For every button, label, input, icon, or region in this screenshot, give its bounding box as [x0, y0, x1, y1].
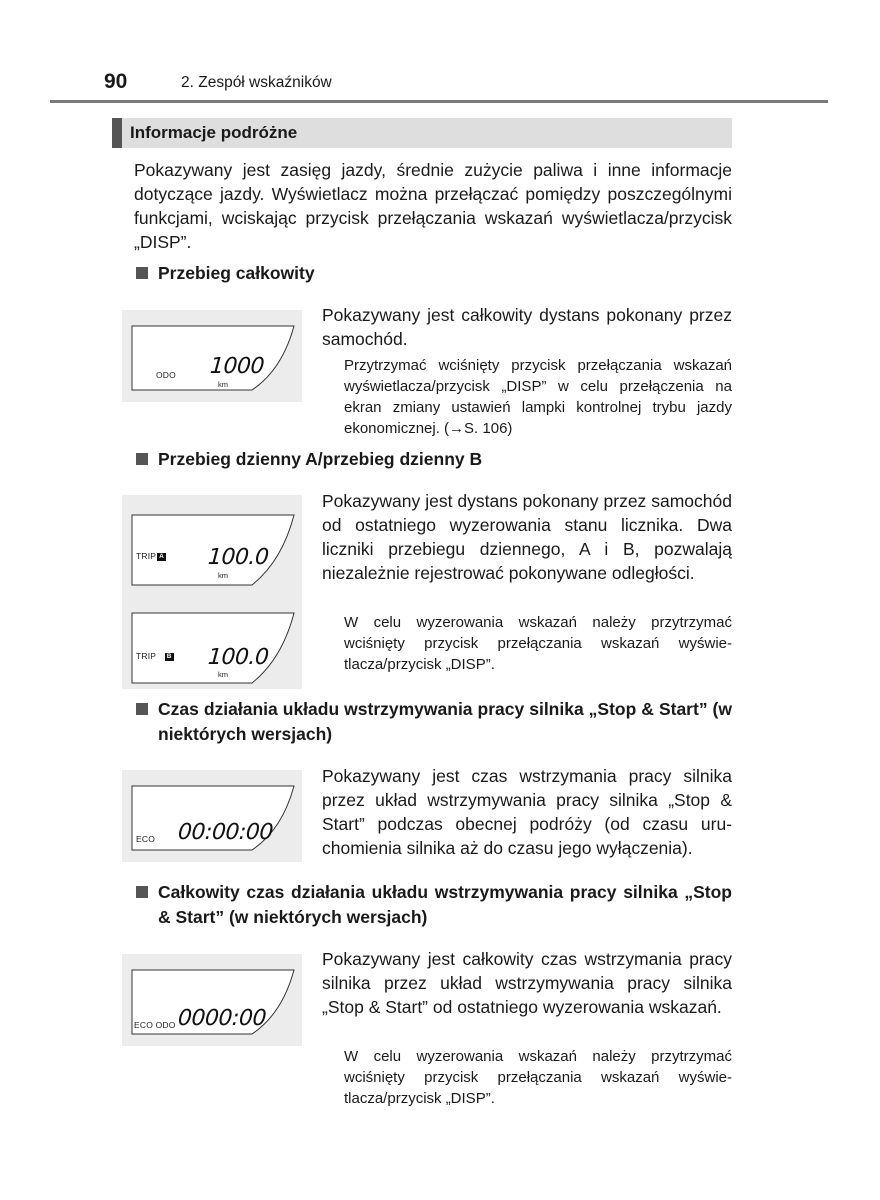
page-number: 90 — [104, 70, 128, 93]
stop-start-total-heading-text: Całkowity czas działania układu wstrzymywania pracy silnika „Stop & Start” (w niektórych wersjach) — [158, 882, 732, 927]
bullet-square-icon — [136, 886, 148, 898]
header-divider — [50, 100, 828, 103]
stop-start-heading-text: Czas działania układu wstrzymywania pracy silnika „Stop & Start” (w niektórych wersjach) — [158, 699, 732, 744]
bullet-square-icon — [136, 453, 148, 465]
section-title-bar — [112, 118, 732, 148]
trip-heading-text: Przebieg dzienny A/przebieg dzienny B — [158, 449, 483, 469]
bullet-square-icon — [136, 267, 148, 279]
display-frame-icon — [122, 770, 302, 862]
stop-start-total-display — [122, 954, 302, 1046]
trip-displays — [122, 495, 302, 689]
stop-start-total-display-label: ECO ODO — [134, 1020, 176, 1030]
trip-text: Pokazywany jest dystans pokonany przez samochód od ostatniego wyzerowania stanu licznika. Dwa liczniki przebiegu dziennego, A i B, pozwalają niezależnie rejestrować pokonywane odległości. — [322, 491, 732, 583]
stop-start-heading — [136, 697, 732, 747]
stop-start-total-display-digits: 0000:00 — [177, 1006, 267, 1031]
trip-b-display-label — [136, 651, 174, 661]
odometer-display-unit: km — [218, 380, 228, 389]
intro-paragraph: Pokazywany jest zasięg jazdy, średnie zużycie paliwa i inne informacje dotyczące jazdy. Wyświetlacz można przełączać pomiędzy poszczególnymi funkcjami, wciskając przycisk przełączania wskazań wyświetlacza/przycisk „DISP”. — [134, 160, 732, 252]
chapter-title: 2. Zespół wskaźników — [181, 74, 332, 91]
trip-a-display-label — [136, 551, 166, 561]
stop-start-total-heading — [136, 880, 732, 930]
stop-start-total-text: Pokazywany jest całkowity czas wstrzymania pracy silnika przez układ wstrzymywania pracy silnika „Stop & Start” od ostatniego wyzerowania wskazań. — [322, 949, 732, 1017]
odometer-text: Pokazywany jest całkowity dystans pokonany przez samochód. — [322, 305, 732, 349]
bullet-square-icon — [136, 703, 148, 715]
trip-b-display-unit: km — [218, 670, 228, 679]
stop-start-display-digits: 00:00:00 — [177, 820, 274, 845]
trip-b-display-digits: 100.0 — [207, 645, 270, 670]
trip-a-badge: A — [159, 553, 165, 560]
trip-a-label-text: TRIP — [136, 551, 157, 561]
odometer-display-digits: 1000 — [209, 354, 265, 379]
odometer-heading — [136, 261, 732, 286]
stop-start-display-label: ECO — [136, 834, 156, 844]
section-title: Informacje podróżne — [130, 123, 298, 142]
trip-a-display-digits: 100.0 — [207, 545, 270, 570]
stop-start-text: Pokazywany jest czas wstrzymania pracy silnika przez układ wstrzymywania pracy silnika „Stop & Start” podczas obecnej podróży (od czasu uruchomienia silnika aż do czasu jego wyłączenia). — [322, 766, 732, 858]
trip-heading — [136, 447, 732, 472]
odometer-note: Przytrzymać wciśnięty przycisk przełączania wskazań wyświetlacza/przycisk „DISP” w celu przełączenia na ekran zmiany ustawień lampki kontrolnej trybu jazdy ekonomicznej. (→S. 106) — [344, 357, 732, 437]
stop-start-total-note: W celu wyzerowania wskazań należy przytrzymać wciśnięty przycisk przełączania wskazań wyświetlacza/przycisk „DISP”. — [344, 1048, 732, 1107]
trip-b-badge: B — [166, 653, 172, 660]
odometer-display — [122, 310, 302, 402]
trip-note: W celu wyzerowania wskazań należy przytrzymać wciśnięty przycisk przełączania wskazań wyświetlacza/przycisk „DISP”. — [344, 614, 732, 673]
trip-b-label-text: TRIP — [136, 651, 157, 661]
trip-a-display-unit: km — [218, 571, 228, 580]
odometer-heading-text: Przebieg całkowity — [158, 263, 315, 283]
section-accent — [112, 118, 122, 148]
stop-start-display — [122, 770, 302, 862]
odometer-display-label: ODO — [156, 370, 176, 380]
display-frame-icon — [122, 954, 302, 1046]
